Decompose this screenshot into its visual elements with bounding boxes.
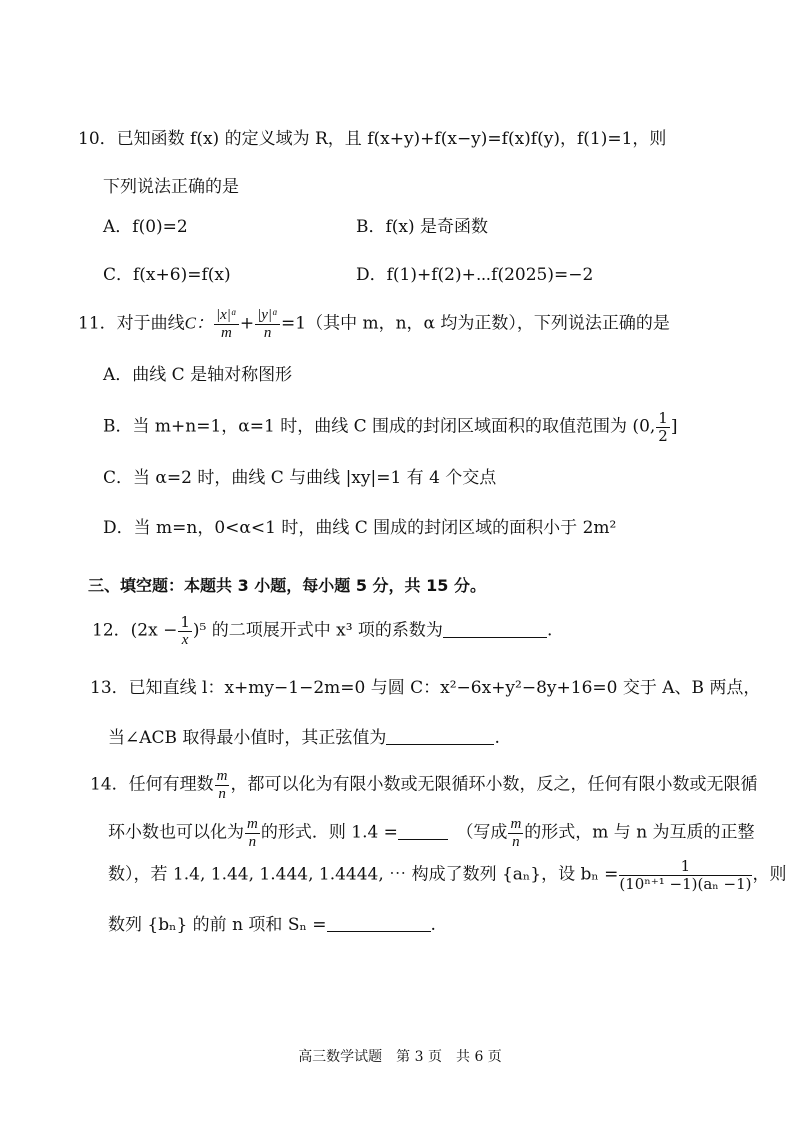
q14-line1 (90, 768, 757, 802)
q11-stem: 11．对于曲线C： $\frac{\text{|x|ᵅ}}{m}$ + $\frac{\text{|y|ᵅ}}{n}$ =1（其中 m，n，α 均为正数），下列说法正确的是 (78, 307, 670, 341)
q10-stem-line1: 10．已知函数 f(x) 的定义域为 R，且 f(x+y)+f(x−y)=f(x)f(y)，f(1)=1，则 (78, 129, 667, 149)
q14-l2-frac (245, 816, 260, 850)
q11-option-a: A．曲线 C 是轴对称图形 (103, 365, 293, 385)
q11-option-b-frac (656, 410, 670, 444)
q14-l2-den: n (248, 833, 257, 850)
q11-frac-x-den: m (221, 324, 232, 341)
q11-frac-y-den: n (263, 324, 272, 341)
q11-frac-x-num: |x|ᵅ (215, 307, 237, 323)
q14-l3-num: 1 (619, 858, 751, 876)
q11-option-b-num: 1 (658, 409, 668, 427)
q13-line2-text: 当∠ACB 取得最小值时，其正弦值为 (108, 728, 387, 748)
q13-answer-blank[interactable] (386, 727, 494, 745)
q14-l2-frac2 (508, 816, 523, 850)
q11-frac-y-num: |y|ᵅ (257, 307, 279, 323)
q11-option-b-den: 2 (658, 426, 668, 445)
q10-stem-line2: 下列说法正确的是 (103, 177, 239, 197)
q11-option-b (103, 410, 677, 444)
q14-l4-pre: 数列 {bₙ} 的前 n 项和 Sₙ = (108, 915, 327, 935)
q14-l2-num: m (247, 816, 258, 832)
q14-l3-pre: 数），若 1.4, 1.44, 1.444, 1.4444, ⋯ 构成了数列 {aₙ}，设 bₙ = (108, 864, 619, 885)
q14-l3-post: ，则 (752, 864, 787, 885)
q12-post: )⁵ 的二项展开式中 x³ 项的系数为 (192, 620, 443, 641)
q14-l2-post: 的形式，m 与 n 为互质的正整 (524, 822, 755, 843)
q14-l1-num: m (216, 768, 228, 784)
q12-end: . (546, 620, 553, 641)
q12-frac-num: 1 (180, 613, 190, 631)
q14-l2-pre: 环小数也可以化为 (108, 822, 244, 843)
q11-suffix: =1（其中 m，n，α 均为正数），下列说法正确的是 (281, 313, 670, 334)
q11-option-b-bracket: ] (670, 416, 678, 437)
q10-option-b: B．f(x) 是奇函数 (356, 217, 489, 237)
q14-answer-blank-1[interactable] (398, 822, 448, 840)
q10-option-d: D．f(1)+f(2)+⋯f(2025)=−2 (356, 265, 594, 285)
q14-l1-post: ，都可以化为有限小数或无限循环小数，反之，任何有限小数或无限循 (230, 774, 758, 795)
q11-option-d: D．当 m=n，0<α<1 时，曲线 C 围成的封闭区域的面积小于 2m² (103, 518, 617, 538)
page-footer: 高三数学试题 第 3 页 共 6 页 (298, 1049, 502, 1065)
q13-end: . (494, 728, 500, 748)
q14-l2-den2: n (512, 833, 520, 850)
q11-prefix: 11．对于曲线 (78, 313, 185, 334)
q12-stem (92, 614, 552, 648)
q12-answer-blank[interactable] (443, 620, 547, 638)
q14-answer-blank-2[interactable] (327, 914, 431, 932)
q11-frac-y (255, 307, 280, 341)
q13-line2 (108, 727, 500, 749)
q14-l1-frac (215, 768, 230, 802)
section-3-heading: 三、填空题：本题共 3 小题，每小题 5 分，共 15 分。 (88, 576, 486, 595)
q11-curve-name: C： (184, 313, 213, 333)
q11-frac-x (214, 307, 239, 341)
q13-line1: 13．已知直线 l：x+my−1−2m=0 与圆 C：x²−6x+y²−8y+16=0 交于 A、B 两点， (90, 678, 761, 698)
q14-l3-frac (619, 858, 751, 892)
q14-l2-mid2: （写成 (464, 822, 508, 843)
q14-line4 (108, 914, 436, 936)
q14-l1-den: n (218, 785, 226, 802)
q11-option-b-text: B．当 m+n=1，α=1 时，曲线 C 围成的封闭区域面积的取值范围为 (0, (103, 416, 656, 437)
q14-l3-den: (10ⁿ⁺¹ −1)(aₙ −1) (619, 874, 752, 893)
q14-line3 (108, 858, 787, 892)
q10-option-c: C．f(x+6)=f(x) (103, 265, 231, 285)
q14-l2-mid: 的形式．则 1.4̇ = (260, 822, 398, 843)
q14-line2 (108, 816, 755, 850)
q12-pre: 12．(2x − (92, 620, 178, 641)
q14-l1-pre: 14．任何有理数 (90, 774, 214, 795)
q11-option-c: C．当 α=2 时，曲线 C 与曲线 |xy|=1 有 4 个交点 (103, 468, 497, 488)
q12-frac (178, 614, 192, 648)
q14-l4-end: . (430, 915, 436, 935)
q14-l2-num2: m (510, 816, 522, 832)
q12-frac-den: x (181, 631, 189, 648)
q10-option-a: A．f(0)=2 (103, 217, 188, 237)
